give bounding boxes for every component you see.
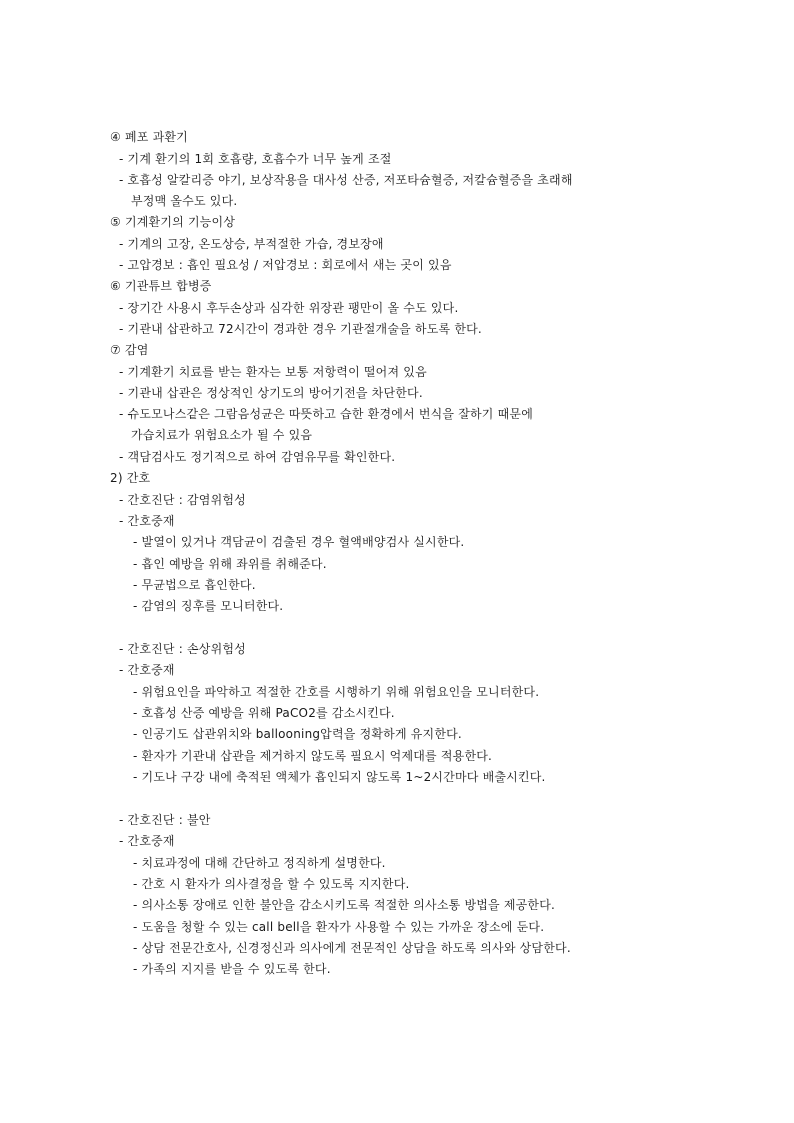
text-line: - 도움을 청할 수 있는 call bell을 환자가 사용할 수 있는 가까운 장소에 둔다. [133,920,545,934]
text-line: - 간호 시 환자가 의사결정을 할 수 있도록 지지한다. [133,877,410,891]
text-line: ⑥ 기관튜브 합병증 [110,279,212,293]
text-line: - 무균법으로 흡인한다. [133,578,256,592]
text-line: - 간호중재 [119,514,175,528]
text-line: - 객담검사도 정기적으로 하여 감염유무를 확인한다. [119,450,396,464]
text-line: - 환자가 기관내 삽관을 제거하지 않도록 필요시 억제대를 적용한다. [133,749,493,763]
text-line: ⑤ 기계환기의 기능이상 [110,215,236,229]
text-line: - 간호중재 [119,663,175,677]
text-line: - 기계 환기의 1회 호흡량, 호흡수가 너무 높게 조절 [119,152,392,166]
text-line: - 발열이 있거나 객담균이 검출된 경우 혈액배양검사 실시한다. [133,535,465,549]
text-line: - 기계의 고장, 온도상승, 부적절한 가습, 경보장애 [119,237,384,251]
text-line: - 상담 전문간호사, 신경정신과 의사에게 전문적인 상담을 하도록 의사와 상담한다. [133,941,571,955]
text-line: - 호흡성 알칼리증 야기, 보상작용을 대사성 산증, 저포타슘혈증, 저칼슘혈증을 초래해 [119,173,573,187]
text-line: - 기계환기 치료를 받는 환자는 보통 저항력이 떨어져 있음 [119,365,427,379]
text-line: - 간호진단 : 감염위험성 [119,493,246,507]
text-line: - 기관내 삽관하고 72시간이 경과한 경우 기관절개술을 하도록 한다. [119,322,482,336]
text-line: - 간호중재 [119,834,175,848]
text-line: 부정맥 올수도 있다. [131,194,238,208]
text-line: 가습치료가 위험요소가 될 수 있음 [131,428,313,442]
text-line: - 흡인 예방을 위해 좌위를 취해준다. [133,557,327,571]
text-line: - 감염의 징후를 모니터한다. [133,599,284,613]
text-line: - 의사소통 장애로 인한 불안을 감소시키도록 적절한 의사소통 방법을 제공한다. [133,898,556,912]
text-line: - 기도나 구강 내에 축적된 액체가 흡인되지 않도록 1~2시간마다 배출시킨다. [133,770,546,784]
text-line: - 호흡성 산증 예방을 위해 PaCO2를 감소시킨다. [133,706,395,720]
text-line: - 인공기도 삽관위치와 ballooning압력을 정확하게 유지한다. [133,727,462,741]
text-line: - 치료과정에 대해 간단하고 정직하게 설명한다. [133,856,386,870]
text-line: ④ 폐포 과환기 [110,130,188,144]
text-line: - 위험요인을 파악하고 적절한 간호를 시행하기 위해 위험요인을 모니터한다. [133,685,540,699]
text-line: ⑦ 감염 [110,343,149,357]
text-line: - 기관내 삽관은 정상적인 상기도의 방어기전을 차단한다. [119,386,423,400]
text-line: - 고압경보 : 흡인 필요성 / 저압경보 : 회로에서 새는 곳이 있음 [119,258,452,272]
text-line: - 간호진단 : 손상위험성 [119,642,246,656]
text-line: 2) 간호 [110,471,151,485]
text-line: - 가족의 지지를 받을 수 있도록 한다. [133,962,331,976]
text-line: - 장기간 사용시 후두손상과 심각한 위장관 팽만이 올 수도 있다. [119,301,459,315]
text-line: - 슈도모나스같은 그람음성균은 따뜻하고 습한 환경에서 번식을 잘하기 때문에 [119,407,533,421]
text-line: - 간호진단 : 불안 [119,813,211,827]
